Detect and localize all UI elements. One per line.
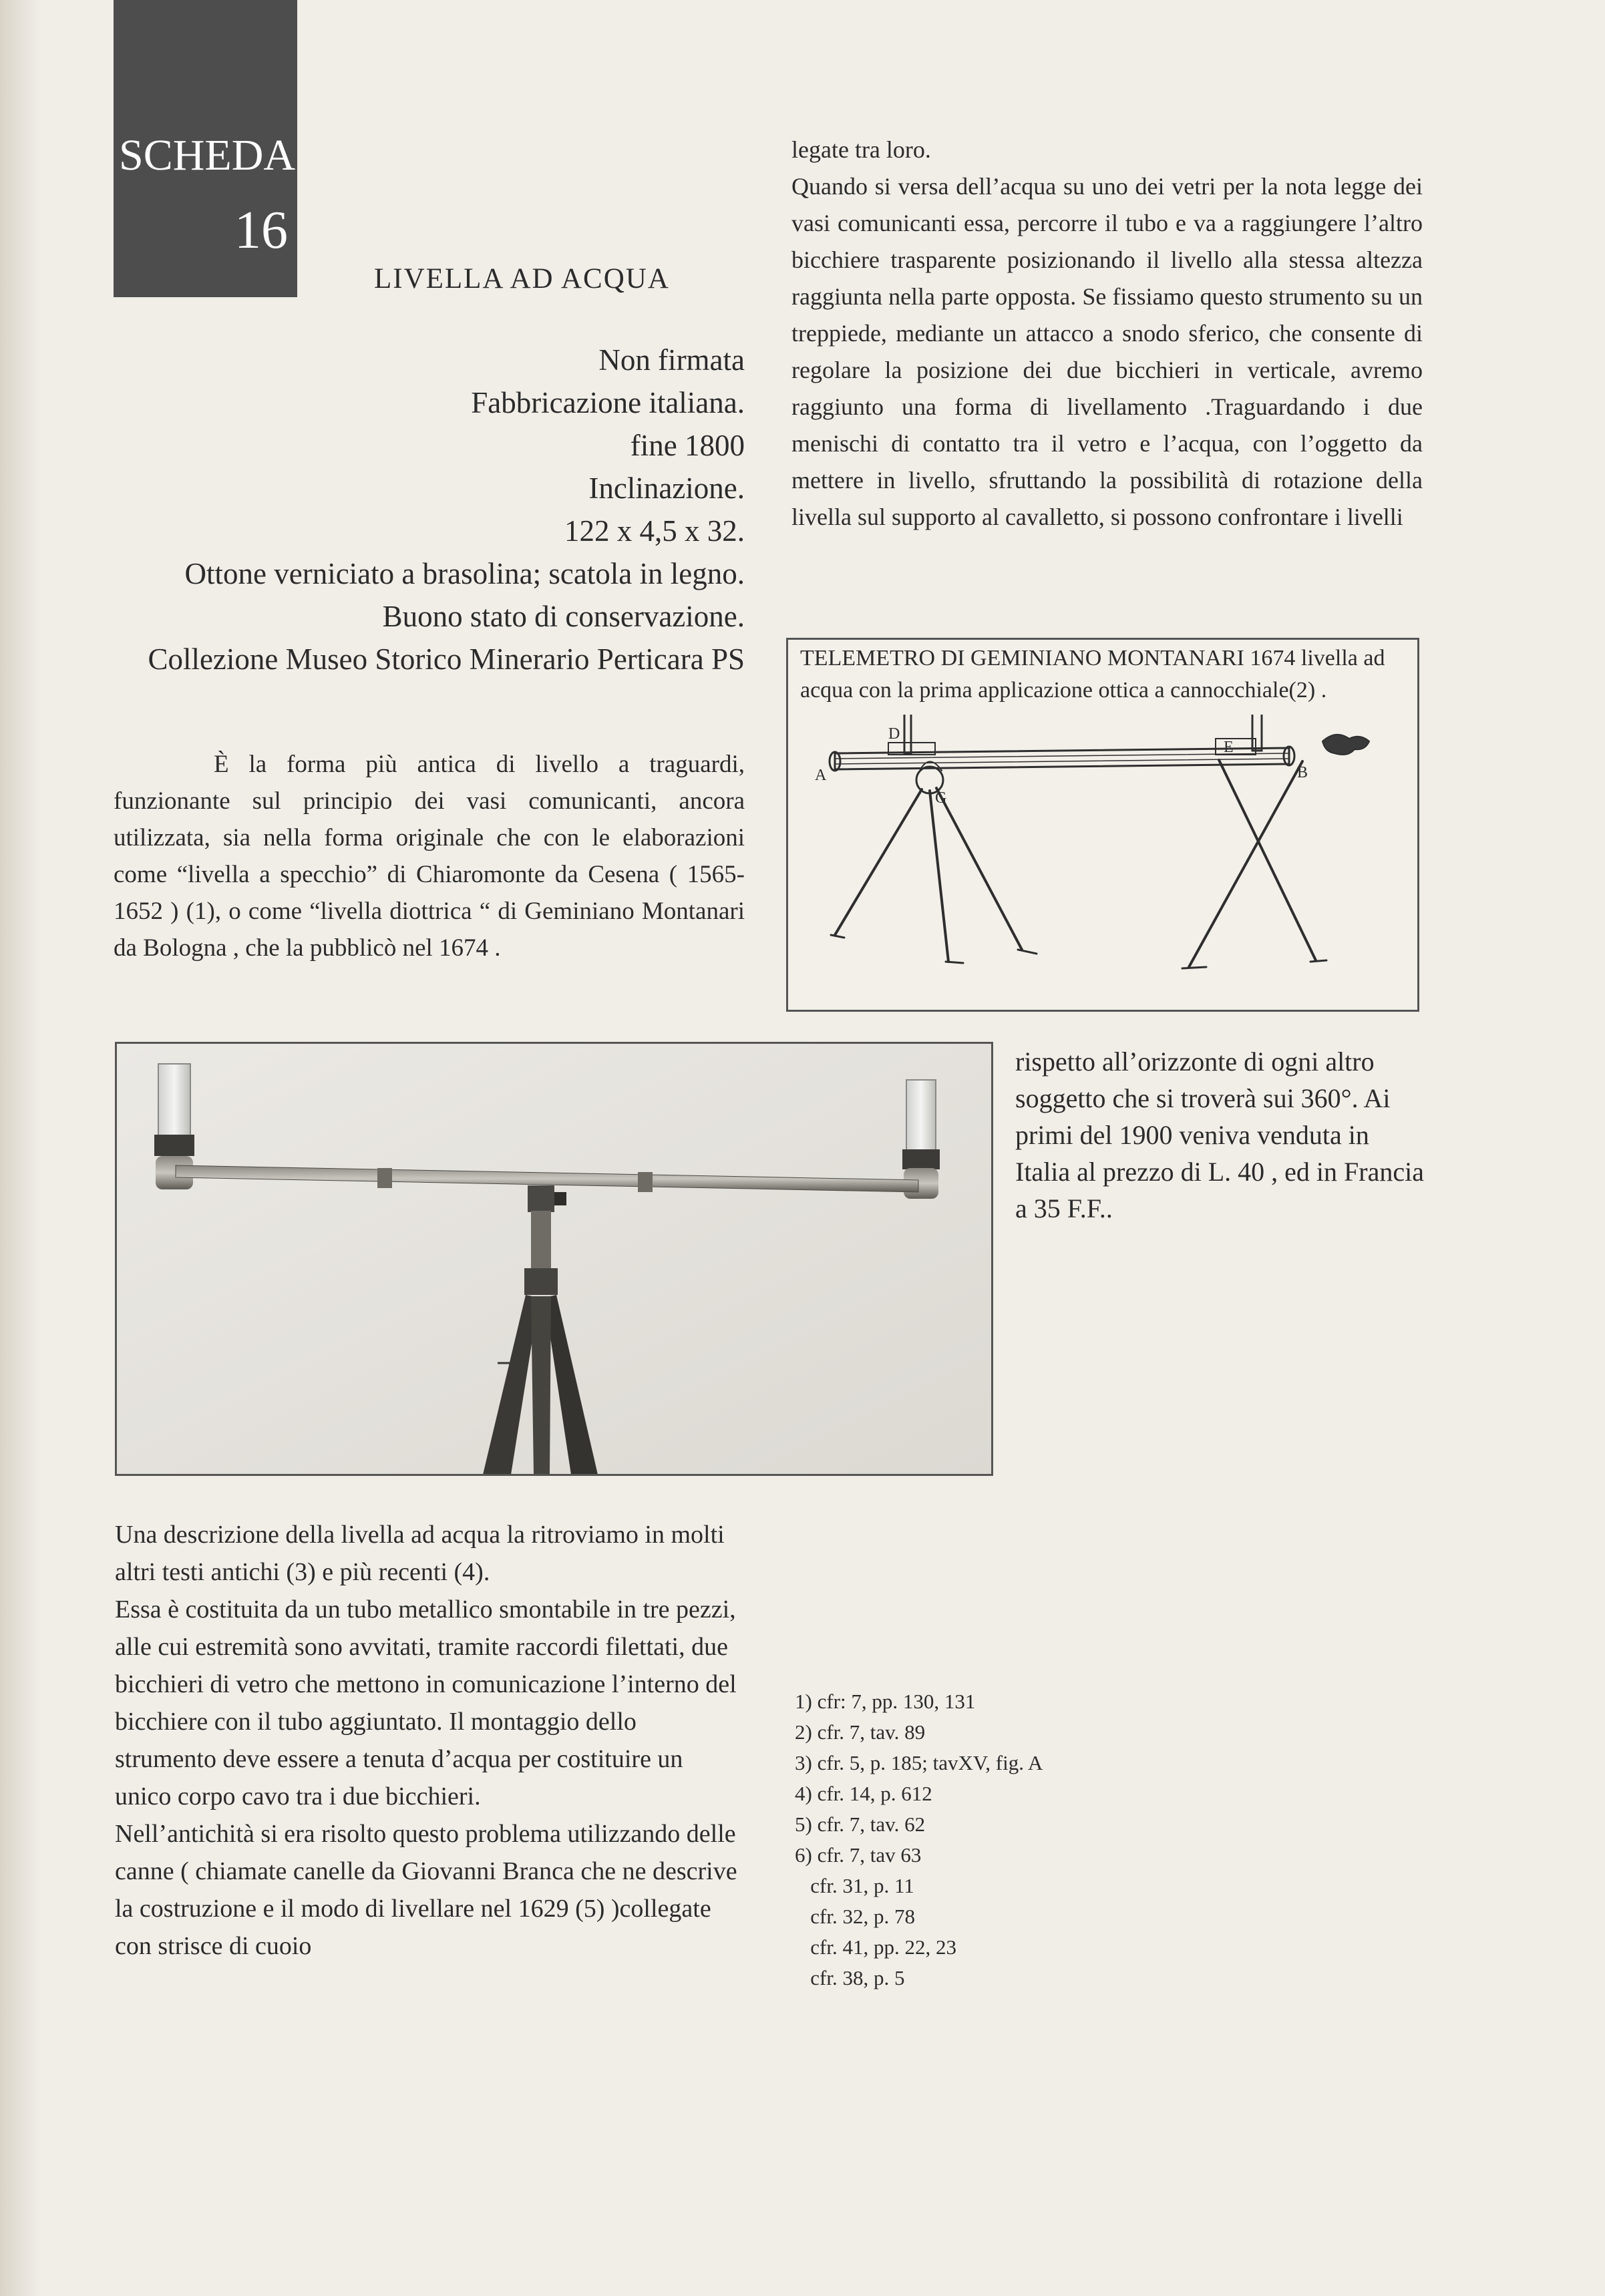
figure-label-g: G bbox=[935, 789, 947, 807]
figure-caption: TELEMETRO DI GEMINIANO MONTANARI 1674 livella ad acqua con la prima applicazione ottica a cannocchiale(2) . bbox=[800, 646, 1385, 703]
meta-line: Fabbricazione italiana. bbox=[471, 386, 745, 419]
right-column-paragraph: Quando si versa dell’acqua su uno dei vetri per la nota legge dei vasi comunicanti essa, percorre il tubo e va a raggiungere l’altro bicchiere trasparente posizionando il livello alla stessa altezza raggiunta nella parte opposta. Se fissiamo questo strumento su un treppiede, mediante un attacco a snodo sferico, che consente di regolare la posizione dei due bicchieri in verticale, avremo raggiunto una forma di livellamento .Traguardando i due menischi di contatto tra il vetro e l’acqua, con l’oggetto da mettere in livello, sfruttando la possibilità di rotazione della livella sul supporto al cavalletto, si possono confrontare i livelli bbox=[791, 173, 1423, 530]
intro-paragraph bbox=[114, 746, 745, 966]
figure-label-e: E bbox=[1224, 739, 1234, 756]
lower-text bbox=[115, 1516, 743, 1965]
photo-side-text: rispetto all’orizzonte di ogni altro soggetto che si troverà sui 360°. Ai primi del 1900 veniva venduta in Italia al prezzo di L. 40 , ed in Francia a 35 F.F.. bbox=[1015, 1046, 1424, 1223]
telemetro-engraving bbox=[788, 715, 1416, 1008]
footnote: cfr. 32, p. 78 bbox=[795, 1905, 915, 1928]
lower-paragraph: Nell’antichità si era risolto questo problema utilizzando delle canne ( chiamate canelle da Giovanni Branca che ne descrive la costruzione e il modo di livellare nel 1629 (5) )collegate con strisce di cuoio bbox=[115, 1820, 737, 1960]
scheda-label: SCHEDA bbox=[119, 131, 296, 180]
footnote: 6) cfr. 7, tav 63 bbox=[795, 1843, 922, 1867]
livella-photo bbox=[115, 1042, 993, 1476]
meta-line: Ottone verniciato a brasolina; scatola in legno. bbox=[184, 557, 745, 590]
footnote: cfr. 38, p. 5 bbox=[795, 1966, 905, 1989]
meta-line: Buono stato di conservazione. bbox=[382, 600, 745, 633]
footnote: 2) cfr. 7, tav. 89 bbox=[795, 1720, 926, 1744]
telemetro-figure bbox=[786, 638, 1419, 1012]
meta-line: Collezione Museo Storico Minerario Perticara PS bbox=[148, 642, 745, 676]
footnote: 3) cfr. 5, p. 185; tavXV, fig. A bbox=[795, 1751, 1043, 1774]
lower-paragraph: Una descrizione della livella ad acqua la ritroviamo in molti altri testi antichi (3) e più recenti (4). bbox=[115, 1521, 725, 1586]
intro-text: È la forma più antica di livello a traguardi, funzionante sul principio dei vasi comunicanti, ancora utilizzata, sia nella forma originale che con le elaborazioni come “livella a specchio” di Chiaromonte da Cesena ( 1565- 1652 ) (1), o come “livella diottrica “ di Geminiano Montanari da Bologna , che la pubblicò nel 1674 . bbox=[114, 751, 745, 962]
meta-line: fine 1800 bbox=[630, 429, 745, 462]
scheda-number: 16 bbox=[234, 201, 288, 260]
footnote: 5) cfr. 7, tav. 62 bbox=[795, 1812, 926, 1836]
footnotes bbox=[795, 1686, 1169, 1993]
figure-label-b: B bbox=[1297, 764, 1308, 781]
right-column-text bbox=[791, 132, 1423, 536]
meta-line: 122 x 4,5 x 32. bbox=[564, 514, 745, 548]
footnote: 4) cfr. 14, p. 612 bbox=[795, 1782, 932, 1805]
footnote: 1) cfr: 7, pp. 130, 131 bbox=[795, 1690, 976, 1713]
scheda-tab bbox=[114, 0, 297, 297]
figure-label-d: D bbox=[888, 725, 900, 743]
page-binding-shadow bbox=[0, 0, 40, 2296]
footnote: cfr. 31, p. 11 bbox=[795, 1874, 914, 1897]
meta-block bbox=[107, 339, 745, 681]
meta-line: Inclinazione. bbox=[588, 471, 745, 505]
lower-paragraph: Essa è costituita da un tubo metallico smontabile in tre pezzi, alle cui estremità sono avvitati, tramite raccordi filettati, due bicchieri di vetro che mettono in comunicazione l’interno del bicchiere con il tubo aggiuntato. Il montaggio dello strumento deve essere a tenuta d’acqua per costituire un unico corpo cavo tra i due bicchieri. bbox=[115, 1595, 737, 1810]
footnote: cfr. 41, pp. 22, 23 bbox=[795, 1935, 956, 1959]
page-title: LIVELLA AD ACQUA bbox=[374, 263, 670, 295]
meta-line: Non firmata bbox=[598, 343, 745, 377]
right-column-line: legate tra loro. bbox=[791, 136, 931, 163]
figure-label-a: A bbox=[815, 767, 827, 784]
livella-photo-image bbox=[117, 1044, 992, 1475]
